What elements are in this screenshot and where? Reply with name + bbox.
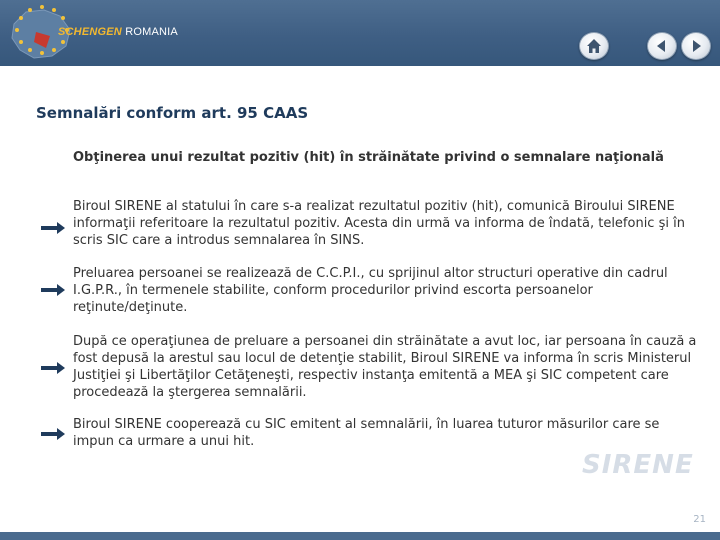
brand-text xyxy=(58,26,178,38)
slide-subtitle: Obţinerea unui rezultat pozitiv (hit) în străinătate privind o semnalare naţională xyxy=(73,150,664,165)
next-button[interactable] xyxy=(681,32,711,60)
arrow-bullet-icon xyxy=(40,221,66,235)
previous-icon xyxy=(648,33,676,59)
arrow-bullet-icon xyxy=(40,427,66,441)
previous-button[interactable] xyxy=(647,32,677,60)
paragraph-1: Biroul SIRENE al statului în care s-a realizat rezultatul pozitiv (hit), comunică Biroului SIRENE informaţii referitoare la rezultatul pozitiv. Acesta din urmă va informa de îndată, telefonic şi în scris SIC care a introdus semnalarea în SINS. xyxy=(73,199,685,248)
brand-schengen: SCHENGEN xyxy=(58,26,122,38)
slide-title: Semnalări conform art. 95 CAAS xyxy=(36,104,309,122)
page-number: 21 xyxy=(693,514,706,525)
paragraph-3: După ce operaţiunea de preluare a persoanei din străinătate a avut loc, iar persoana în cauză a fost depusă la arestul sau locul de detenţie stabilit, Biroul SIRENE va informa în scris Ministerul Justiţiei şi Libertăţilor Cetăţeneşti, respectiv instanţa emitentă a MEA şi SIC competent care procedează la ştergerea semnalării. xyxy=(73,334,697,400)
arrow-bullet-icon xyxy=(40,361,66,375)
arrow-bullet-icon xyxy=(40,283,66,297)
paragraph-2: Preluarea persoanei se realizează de C.C.P.I., cu sprijinul altor structuri operative din cadrul I.G.P.R., în termenele stabilite, conform procedurilor privind escorta persoanelor reţinute/deţinute. xyxy=(73,266,668,315)
home-button[interactable] xyxy=(579,32,609,60)
paragraph-4: Biroul SIRENE cooperează cu SIC emitent al semnalării, în luarea tuturor măsurilor care se impun ca urmare a unui hit. xyxy=(73,417,660,449)
header-bar xyxy=(0,0,720,66)
sirene-watermark: SIRENE xyxy=(582,450,694,480)
brand-romania: ROMANIA xyxy=(125,26,178,38)
footer-bar xyxy=(0,532,720,540)
next-icon xyxy=(682,33,710,59)
home-icon xyxy=(580,33,608,59)
